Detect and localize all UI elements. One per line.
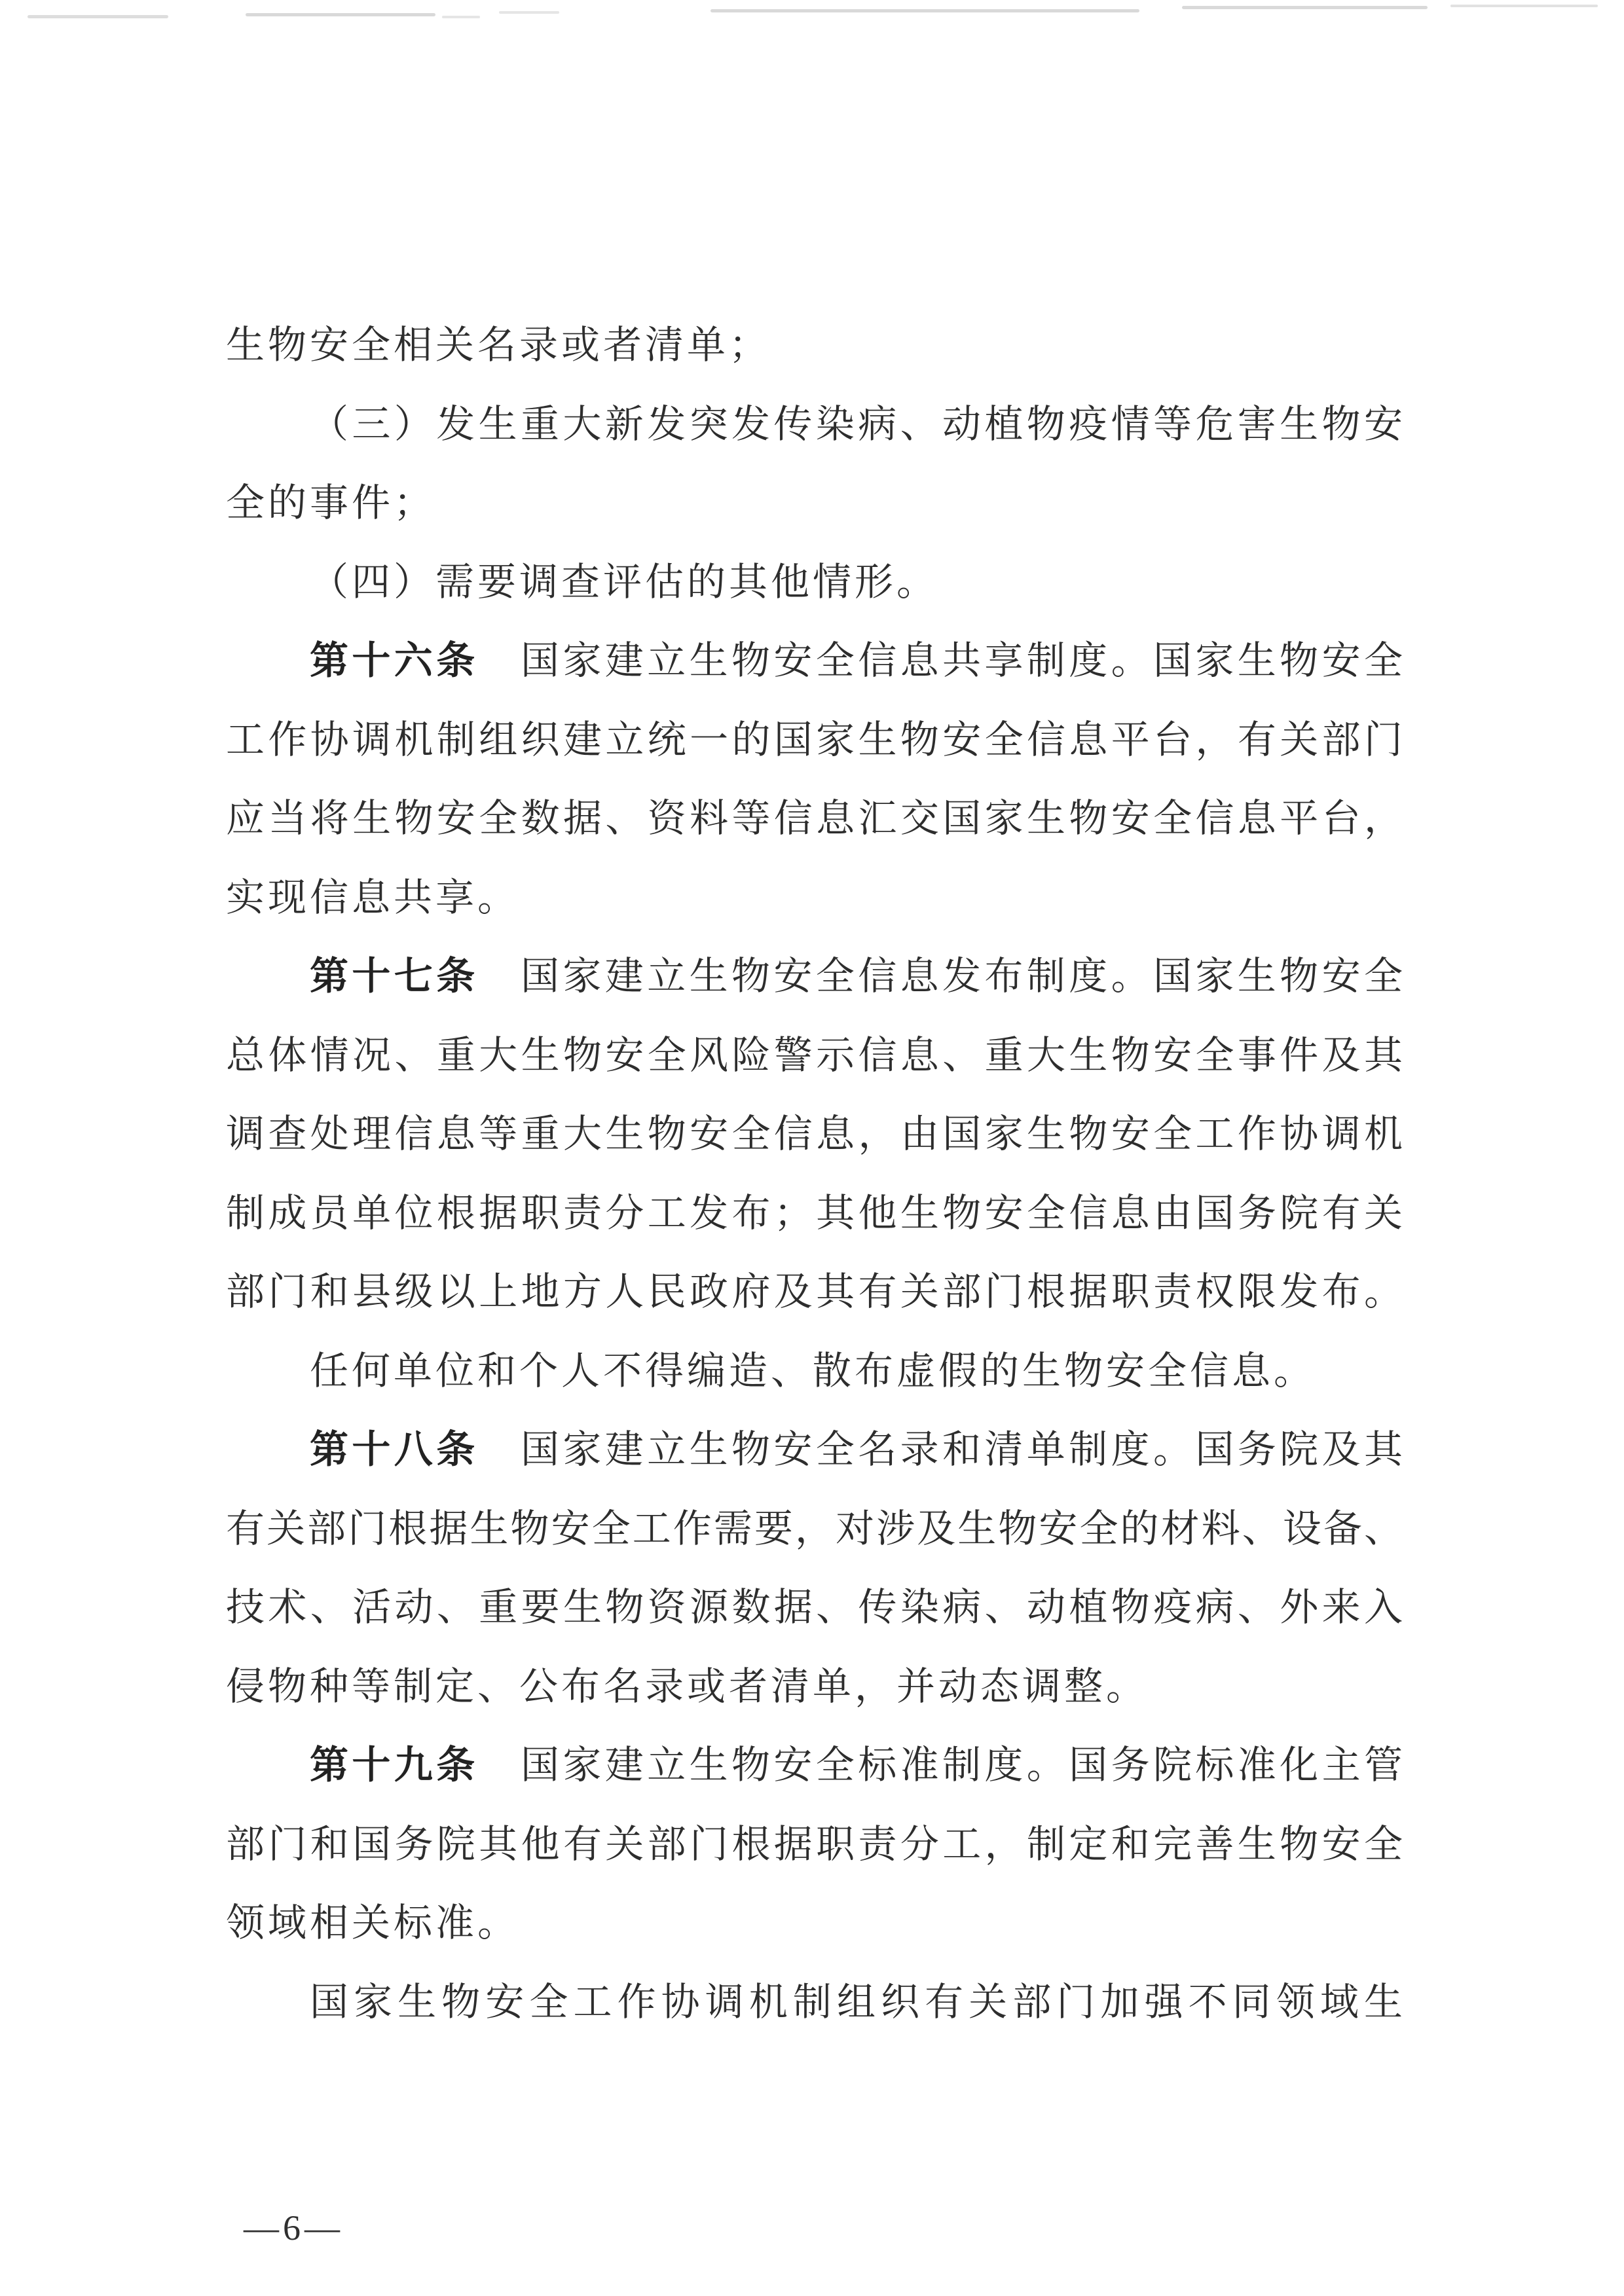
scan-artifact	[499, 11, 559, 14]
text-line	[226, 1884, 1403, 1963]
text-line	[226, 621, 1403, 701]
line-text: 调查处理信息等重大生物安全信息，由国家生物安全工作协调机	[226, 1112, 1403, 1156]
line-text: 国家生物安全工作协调机制组织有关部门加强不同领域生	[310, 1980, 1403, 2024]
text-line	[226, 779, 1403, 858]
text-line	[226, 464, 1403, 543]
text-line	[226, 937, 1403, 1016]
scan-artifact	[1182, 6, 1428, 9]
article-number: 第十六条	[310, 639, 479, 682]
text-line	[226, 1805, 1403, 1884]
line-text: 制成员单位根据职责分工发布；其他生物安全信息由国务院有关	[226, 1191, 1403, 1235]
line-text: 部门和县级以上地方人民政府及其有关部门根据职责权限发布。	[226, 1270, 1403, 1313]
text-line	[226, 1016, 1403, 1095]
scan-artifact	[1450, 5, 1598, 7]
text-line	[226, 1095, 1403, 1174]
text-line	[226, 306, 1403, 385]
text-line	[226, 1726, 1403, 1805]
line-text: 总体情况、重大生物安全风险警示信息、重大生物安全事件及其	[226, 1033, 1403, 1077]
scan-artifact	[442, 16, 480, 18]
text-line	[226, 858, 1403, 938]
text-line	[226, 1410, 1403, 1489]
line-text: 任何单位和个人不得编造、散布虚假的生物安全信息。	[310, 1349, 1316, 1393]
text-line	[226, 701, 1403, 780]
text-line	[226, 385, 1403, 464]
article-number: 第十九条	[310, 1743, 479, 1787]
line-text: 应当将生物安全数据、资料等信息汇交国家生物安全信息平台，	[226, 797, 1403, 840]
line-text: 领域相关标准。	[226, 1901, 520, 1944]
line-text: 工作协调机制组织建立统一的国家生物安全信息平台，有关部门	[226, 718, 1403, 761]
line-text: （三）发生重大新发突发传染病、动植物疫情等危害生物安	[310, 402, 1403, 446]
scan-artifact	[710, 9, 1139, 12]
text-line	[226, 1963, 1403, 2042]
text-line	[226, 1174, 1403, 1253]
page-number: —6—	[244, 2208, 344, 2248]
line-text: 国家建立生物安全名录和清单制度。国务院及其	[478, 1428, 1403, 1471]
line-text: 实现信息共享。	[226, 875, 520, 919]
scan-artifact	[246, 13, 435, 16]
line-text: 国家建立生物安全信息发布制度。国家生物安全	[478, 955, 1403, 998]
text-line	[226, 1489, 1403, 1569]
text-line	[226, 1252, 1403, 1332]
text-line	[226, 1647, 1403, 1726]
line-text: 全的事件；	[226, 481, 436, 524]
document-text-block	[226, 306, 1403, 2041]
text-line	[226, 1332, 1403, 1411]
line-text: 国家建立生物安全信息共享制度。国家生物安全	[478, 639, 1403, 682]
line-text: （四）需要调查评估的其他情形。	[310, 560, 939, 604]
line-text: 国家建立生物安全标准制度。国务院标准化主管	[478, 1743, 1403, 1787]
text-line	[226, 1568, 1403, 1647]
text-line	[226, 543, 1403, 622]
scan-artifact	[28, 15, 168, 18]
line-text: 部门和国务院其他有关部门根据职责分工，制定和完善生物安全	[226, 1822, 1403, 1866]
article-number: 第十七条	[310, 955, 479, 998]
line-text: 有关部门根据生物安全工作需要，对涉及生物安全的材料、设备、	[226, 1506, 1403, 1550]
line-text: 技术、活动、重要生物资源数据、传染病、动植物疫病、外来入	[226, 1586, 1403, 1629]
line-text: 侵物种等制定、公布名录或者清单，并动态调整。	[226, 1664, 1149, 1708]
line-text: 生物安全相关名录或者清单；	[226, 323, 771, 367]
article-number: 第十八条	[310, 1428, 479, 1471]
